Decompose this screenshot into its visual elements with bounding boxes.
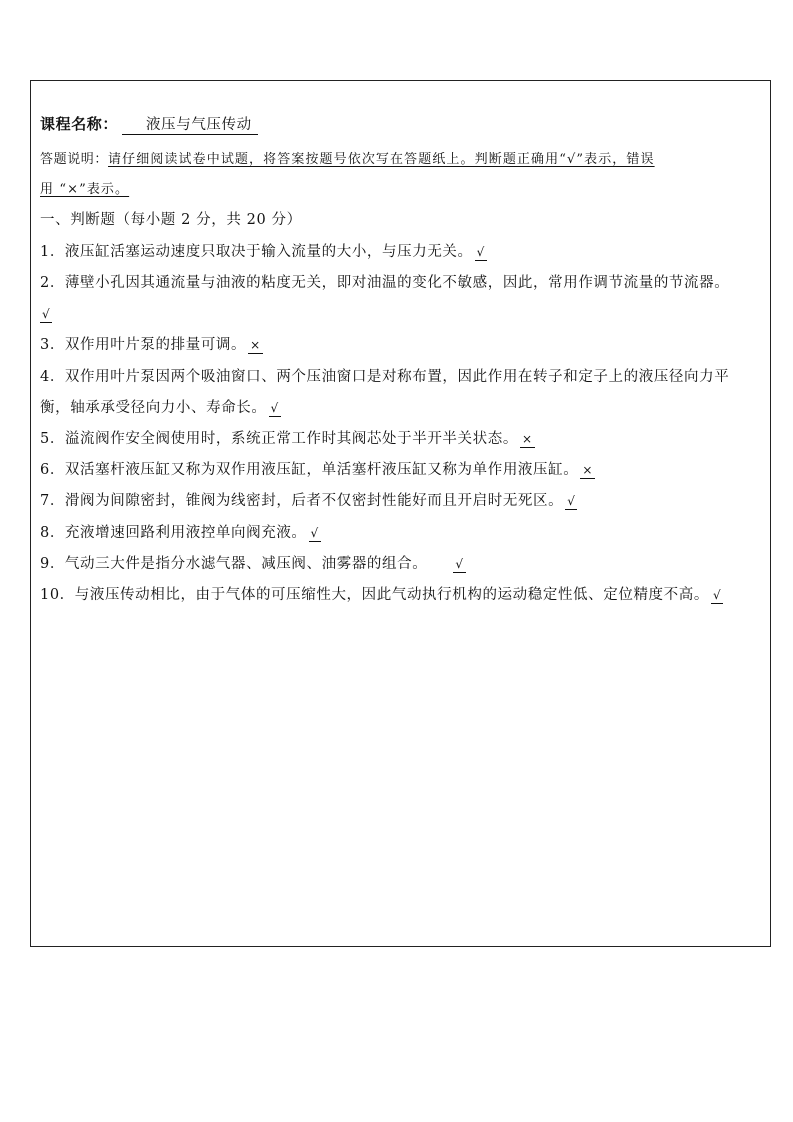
answer-mark: × bbox=[582, 463, 593, 477]
question-8 bbox=[40, 523, 321, 543]
question-10 bbox=[40, 585, 723, 605]
answer-mark: × bbox=[521, 432, 533, 446]
instructions-row-2 bbox=[40, 179, 129, 200]
question-2 bbox=[40, 273, 729, 293]
question-text: 1．液压缸活塞运动速度只取决于输入流量的大小，与压力无关。 bbox=[40, 244, 473, 260]
question-9 bbox=[40, 554, 466, 574]
question-text: 7．滑阀为间隙密封，锥阀为线密封，后者不仅密封性能好而且开启时无死区。 bbox=[40, 493, 564, 509]
instructions-label: 答题说明： bbox=[40, 152, 109, 167]
section-title: 一、判断题（每小题 2 分，共 20 分） bbox=[40, 212, 302, 228]
answer-mark: × bbox=[250, 338, 261, 352]
instructions-text: 请仔细阅读试卷中试题，将答案按题号依次写在答题纸上。判断题正确用“√”表示，错误 bbox=[108, 152, 655, 167]
question-text: 5．溢流阀作安全阀使用时，系统正常工作时其阀芯处于半开半关状态。 bbox=[40, 431, 518, 447]
course-row bbox=[40, 114, 258, 135]
question-4 bbox=[40, 367, 729, 387]
answer-mark: √ bbox=[42, 307, 51, 321]
question-3 bbox=[40, 335, 263, 355]
question-1 bbox=[40, 242, 487, 262]
question-text: 6．双活塞杆液压缸又称为双作用液压缸，单活塞杆液压缸又称为单作用液压缸。 bbox=[40, 462, 579, 478]
question-text-cont: 衡，轴承承受径向力小、寿命长。 bbox=[40, 400, 267, 416]
question-text: 9．气动三大件是指分水滤气器、减压阀、油雾器的组合。 bbox=[40, 556, 428, 572]
answer-mark: √ bbox=[270, 401, 279, 415]
question-4-cont bbox=[40, 398, 281, 418]
course-name: 液压与气压传动 bbox=[122, 116, 258, 135]
question-5 bbox=[40, 429, 535, 449]
instructions-row bbox=[40, 149, 655, 170]
answer-mark: √ bbox=[310, 526, 319, 540]
course-label: 课程名称： bbox=[40, 115, 119, 133]
question-2-answer-row bbox=[40, 304, 52, 324]
answer-mark: √ bbox=[712, 588, 722, 602]
question-7 bbox=[40, 491, 577, 511]
question-text: 3．双作用叶片泵的排量可调。 bbox=[40, 337, 247, 353]
question-text: 4．双作用叶片泵因两个吸油窗口、两个压油窗口是对称布置，因此作用在转子和定子上的液压径向力平 bbox=[40, 369, 730, 385]
question-text: 2．薄壁小孔因其通流量与油液的粘度无关，即对油温的变化不敏感，因此，常用作调节流量的节流器。 bbox=[40, 275, 730, 291]
answer-mark: √ bbox=[567, 494, 576, 508]
question-6 bbox=[40, 460, 595, 480]
question-text: 10．与液压传动相比，由于气体的可压缩性大，因此气动执行机构的运动稳定性低、定位精度不高。 bbox=[40, 587, 709, 603]
instructions-text-cont: 用 “×”表示。 bbox=[40, 182, 130, 197]
answer-mark: √ bbox=[476, 245, 485, 259]
question-text: 8．充液增速回路利用液控单向阀充液。 bbox=[40, 525, 307, 541]
answer-mark: √ bbox=[455, 557, 464, 571]
